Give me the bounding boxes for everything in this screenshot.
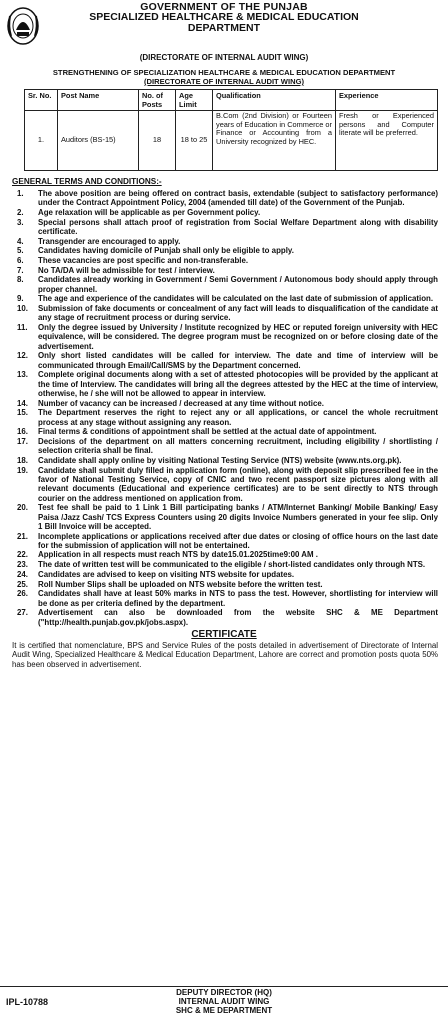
list-item-number: 1. [17, 189, 24, 198]
list-item-text: Only short listed candidates will be called for interview. The date and time of interview will be communicated through Email/Call/SMS by the Department concerned. [38, 351, 438, 370]
list-item [0, 503, 448, 531]
col-header-age: Age Limit [176, 90, 213, 111]
list-item-number: 18. [17, 455, 28, 465]
list-item-number: 2. [17, 207, 24, 217]
list-item [0, 437, 448, 456]
col-header-posts: No. of Posts [139, 90, 176, 111]
list-item-text: Candidate shall apply online by visiting National Testing Service (NTS) website (www.nts.org.pk). [38, 455, 402, 465]
col-header-experience: Experience [336, 90, 438, 111]
cell-age: 18 to 25 [176, 111, 213, 171]
list-item [0, 323, 448, 351]
list-item-number: 19. [17, 465, 28, 475]
list-item-text: No TA/DA will be admissible for test / interview. [38, 265, 215, 275]
signatory-department: SHC & ME DEPARTMENT [175, 1006, 273, 1016]
list-item-text: Test fee shall be paid to 1 Link 1 Bill participating banks / ATM/Internet Banking/ Mobile Banking/ Easy Paisa /Jazz Cash/ TCS Express Counters using 20 digits Invoice Numbers generated in your fee slip. Only 1 Bill Invoice will be accepted. [38, 503, 438, 531]
header-line-1: GOVERNMENT OF THE PUNJAB [140, 1, 308, 13]
list-item-text: Decisions of the department on all matters concerning recruitment, including eligibility / shortlisting / selection criteria shall be final. [38, 436, 438, 456]
cell-post: Auditors (BS-15) [58, 111, 139, 171]
terms-list [0, 189, 448, 627]
list-item-number: 9. [17, 294, 24, 304]
list-item [0, 275, 448, 294]
list-item-number: 26. [17, 589, 28, 599]
list-item-number: 6. [17, 256, 24, 266]
list-item-text: Final terms & conditions of appointment shall be settled at the actual date of appointment. [38, 427, 377, 437]
list-item-text: These vacancies are post specific and non-transferable. [38, 256, 249, 266]
list-item-text: Transgender are encouraged to apply. [38, 236, 181, 246]
col-header-post: Post Name [58, 90, 139, 111]
list-item [0, 246, 448, 255]
footer [0, 986, 448, 1016]
list-item-text: Submission of fake documents or concealment of any fact will leads to disqualification of the candidate at any stage of recruitment process or during service. [38, 304, 438, 323]
list-item-text: Complete original documents along with a set of attested photocopies will be provided by the applicant at the time of Interview. The candidates will bring all the degrees attested by the HEC at the time of interview, otherwise, he / she will not be allowed to appear in interview. [38, 370, 438, 398]
list-item [0, 304, 448, 323]
cell-posts: 18 [139, 111, 176, 171]
directorate-underlined: (DIRECTORATE OF INTERNAL AUDIT WING) [143, 77, 305, 86]
list-item-text: Roll Number Slips shall be uploaded on NTS website before the written test. [38, 579, 323, 589]
list-item-text: Candidate shall submit duly filled in application form (online), along with deposit slip prescribed fee in the favor of National Testing Service, copy of CNIC and two recent passport size pictures along with all relevant documents (Educational and experience certificates) are to be sent directly to NTS through courier on the address mentioned on application from. [38, 465, 438, 503]
list-item-number: 15. [17, 408, 28, 418]
cell-qualification: B.Com (2nd Division) or Fourteen years of Education in Commerce or Finance or Accounting from a University recognized by HEC. [213, 111, 336, 171]
table-row [25, 111, 438, 171]
list-item [0, 208, 448, 217]
signature-block [0, 988, 448, 1016]
list-item [0, 550, 448, 559]
list-item [0, 532, 448, 551]
list-item [0, 399, 448, 408]
list-item [0, 237, 448, 246]
list-item-number: 8. [17, 275, 24, 285]
terms-title: GENERAL TERMS AND CONDITIONS:- [12, 177, 162, 186]
list-item [0, 218, 448, 237]
punjab-government-emblem-icon [6, 6, 40, 46]
ipl-number: IPL-10788 [6, 997, 49, 1007]
list-item-number: 22. [17, 550, 28, 560]
header [0, 0, 448, 52]
list-item-text: Number of vacancy can be increased / decreased at any time without notice. [38, 398, 324, 408]
list-item [0, 466, 448, 503]
list-item-number: 17. [17, 436, 28, 446]
list-item-text: Incomplete applications or applications received after due dates or closing of office hours on the last date for the submission of application will not be entertained. [38, 531, 438, 550]
list-item-text: The Department reserves the right to reject any or all applications, or cancel the whole recruitment process at any stage without assigning any reason. [38, 408, 438, 427]
list-item-text: The date of written test will be communicated to the eligible / short-listed candidates only through NTS. [38, 560, 426, 570]
list-item [0, 370, 448, 398]
list-item [0, 266, 448, 275]
list-item-text: Age relaxation will be applicable as per Government policy. [38, 207, 261, 217]
list-item-number: 20. [17, 503, 28, 513]
list-item-number: 23. [17, 560, 28, 570]
list-item-number: 4. [17, 236, 24, 246]
list-item-text: Candidates are advised to keep on visiting NTS website for updates. [38, 569, 295, 579]
list-item-text: Special persons shall attach proof of registration from Social Welfare Department along with disability certificate. [38, 217, 438, 236]
list-item-number: 5. [17, 246, 24, 256]
header-line-3: DEPARTMENT [187, 22, 261, 34]
list-item [0, 608, 448, 627]
cell-experience: Fresh or Experienced persons and Computer literate will be preferred. [336, 111, 438, 171]
directorate-label: (DIRECTORATE OF INTERNAL AUDIT WING) [139, 53, 309, 62]
list-item-text: The above position are being offered on contract basis, extendable (subject to satisfactory performance) under the Contract Appointment Policy, 2004 (amended till date) of the Government of the Punjab. [38, 189, 438, 208]
strengthening-heading: STRENGTHENING OF SPECIALIZATION HEALTHCARE & MEDICAL EDUCATION DEPARTMENT [52, 68, 396, 77]
list-item-number: 3. [17, 217, 24, 227]
header-line-2: SPECIALIZED HEALTHCARE & MEDICAL EDUCATION [89, 11, 359, 23]
list-item-number: 10. [17, 304, 28, 314]
list-item-text: Candidates already working in Government / Semi Government / Autonomous body should apply through proper channel. [38, 275, 438, 294]
list-item [0, 560, 448, 569]
list-item [0, 256, 448, 265]
list-item-text: Only the degree issued by University / Institute recognized by HEC or reputed foreign university with HEC equivalence, will be considered. The degree program must be recognized on or before closing date of the advertisement. [38, 323, 438, 351]
list-item [0, 294, 448, 303]
col-header-qualification: Qualification [213, 90, 336, 111]
list-item-text: Candidates shall have at least 50% marks in NTS to pass the test. However, shortlisting for interview will be done as per criteria defined by the department. [38, 589, 438, 608]
certificate-body: It is certified that nomenclature, BPS and Service Rules of the posts detailed in advertisement of Directorate of Internal Audit Wing, Specialized Healthcare & Medical Education Department, Lahore are correct and promotion posts quota 50% has been observed in advertisement. [12, 640, 438, 669]
list-item-text: Candidates having domicile of Punjab shall only be eligible to apply. [38, 246, 294, 256]
list-item-text: Application in all respects must reach NTS by date15.01.2025time9:00 AM . [38, 550, 318, 560]
list-item [0, 570, 448, 579]
certificate-title: CERTIFICATE [191, 628, 257, 640]
list-item [0, 189, 448, 208]
list-item [0, 589, 448, 608]
signatory-wing: INTERNAL AUDIT WING [178, 997, 270, 1007]
list-item-text: Advertisement can also be downloaded from the website SHC & ME Department ("http://health.punjab.gov.pk/jobs.aspx). [38, 608, 438, 627]
list-item-number: 7. [17, 265, 24, 275]
list-item-number: 14. [17, 398, 28, 408]
list-item [0, 351, 448, 370]
list-item-number: 16. [17, 427, 28, 437]
list-item-number: 21. [17, 531, 28, 541]
list-item-number: 27. [17, 608, 28, 618]
cell-sr: 1. [25, 111, 58, 171]
col-header-sr: Sr. No. [25, 90, 58, 111]
list-item-number: 12. [17, 351, 28, 361]
signatory-title: DEPUTY DIRECTOR (HQ) [176, 988, 272, 997]
table-header-row [25, 90, 438, 111]
list-item [0, 408, 448, 427]
list-item-number: 11. [17, 323, 28, 333]
list-item-number: 24. [17, 569, 28, 579]
list-item [0, 456, 448, 465]
list-item-number: 25. [17, 579, 28, 589]
list-item-number: 13. [17, 370, 28, 380]
list-item [0, 427, 448, 436]
list-item [0, 580, 448, 589]
list-item-text: The age and experience of the candidates will be calculated on the last date of submission of application. [38, 294, 434, 304]
posts-table [24, 89, 438, 171]
